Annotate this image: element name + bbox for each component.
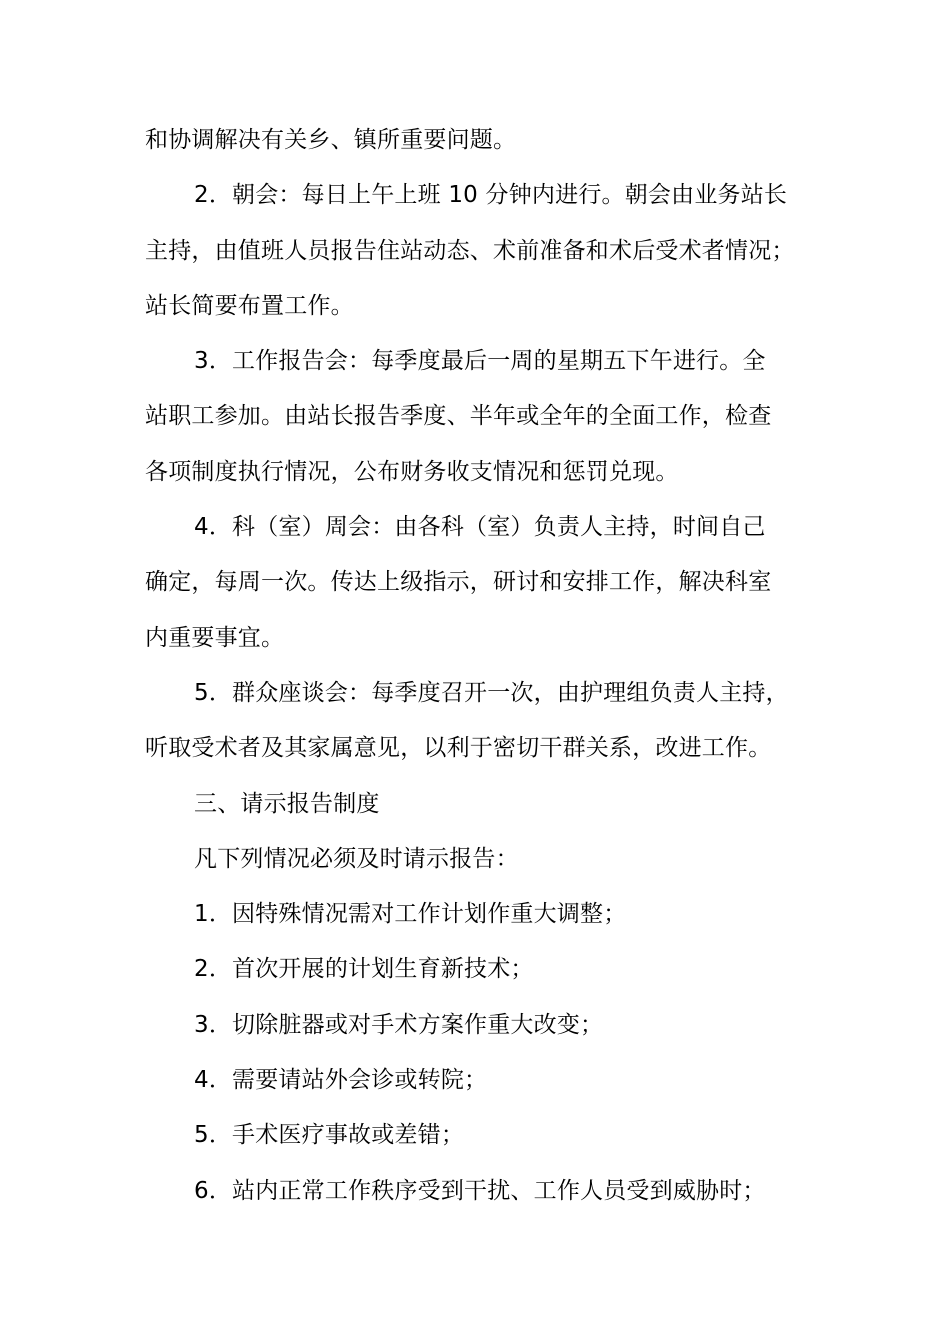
list-item: 1．因特殊情况需对工作计划作重大调整； xyxy=(194,901,627,928)
list-item: 6．站内正常工作秩序受到干扰、工作人员受到威胁时； xyxy=(194,1177,766,1204)
paragraph-line: 确定，每周一次。传达上级指示，研讨和安排工作，解决科室 xyxy=(145,569,772,596)
list-item: 2．首次开展的计划生育新技术； xyxy=(194,956,534,983)
paragraph-line: 主持，由值班人员报告住站动态、术前准备和术后受术者情况； xyxy=(145,237,795,264)
paragraph-line: 4．科（室）周会：由各科（室）负责人主持，时间自己 xyxy=(194,514,766,541)
list-item: 3．切除脏器或对手术方案作重大改变； xyxy=(194,1011,604,1038)
paragraph-line: 凡下列情况必须及时请示报告： xyxy=(194,845,519,872)
section-heading: 三、请示报告制度 xyxy=(194,790,380,817)
paragraph-line: 2．朝会：每日上午上班 10 分钟内进行。朝会由业务站长 xyxy=(194,182,788,209)
paragraph-line: 3．工作报告会：每季度最后一周的星期五下午进行。全 xyxy=(194,348,766,375)
paragraph-line: 5．群众座谈会：每季度召开一次，由护理组负责人主持， xyxy=(194,679,789,706)
list-item: 5．手术医疗事故或差错； xyxy=(194,1122,465,1149)
paragraph-line: 内重要事宜。 xyxy=(145,624,285,651)
paragraph-line: 站长简要布置工作。 xyxy=(145,292,354,319)
paragraph-line: 各项制度执行情况，公布财务收支情况和惩罚兑现。 xyxy=(145,458,679,485)
list-item: 4．需要请站外会诊或转院； xyxy=(194,1067,488,1094)
paragraph-line: 和协调解决有关乡、镇所重要问题。 xyxy=(145,127,517,153)
paragraph-line: 站职工参加。由站长报告季度、半年或全年的全面工作，检查 xyxy=(145,403,772,430)
paragraph-line: 听取受术者及其家属意见，以利于密切干群关系，改进工作。 xyxy=(145,735,772,762)
document-body xyxy=(145,113,825,1219)
